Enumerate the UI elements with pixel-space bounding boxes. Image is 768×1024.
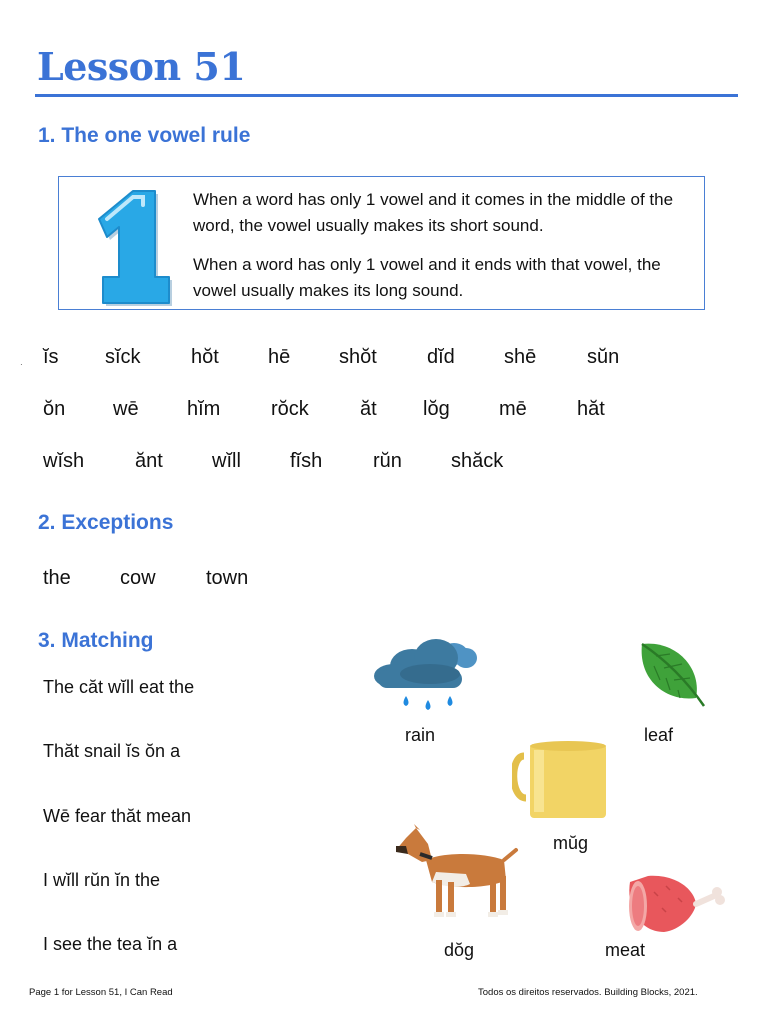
picture-label-dog: dŏg	[444, 940, 475, 960]
word: wē	[113, 398, 139, 420]
rule-ending-vowel: When a word has only 1 vowel and it ends with that vowel, the vowel usually makes its long sound.	[193, 255, 661, 300]
word: dĭd	[427, 346, 455, 368]
exception-word: cow	[120, 567, 156, 589]
word: sŭn	[587, 346, 620, 368]
rule-box	[58, 176, 705, 310]
picture-label-leaf: leaf	[644, 725, 674, 745]
matching-sentence: Wē fear thăt mean	[43, 806, 192, 826]
picture-label-mug: mŭg	[553, 833, 589, 853]
word: hĭm	[187, 398, 221, 420]
dog-icon	[392, 824, 522, 924]
rain-cloud-icon	[372, 634, 482, 720]
word: ŏn	[43, 398, 66, 420]
footer-copyright: Todos os direitos reservados. Building Blocks, 2021.	[478, 987, 698, 998]
picture-label-rain: rain	[405, 725, 436, 745]
word: ănt	[135, 450, 163, 472]
rule-middle-vowel: When a word has only 1 vowel and it comes in the middle of the word, the vowel usually makes its short sound.	[193, 190, 674, 235]
matching-sentence: I see the tea ĭn a	[43, 934, 178, 954]
word: fĭsh	[290, 450, 323, 472]
leaf-icon	[636, 640, 708, 710]
word: hăt	[577, 398, 605, 420]
word: sĭck	[105, 346, 141, 368]
word: ăt	[360, 398, 377, 420]
page-title: Lesson 51	[37, 44, 246, 89]
meat-icon	[624, 872, 728, 936]
exception-word: town	[206, 567, 249, 589]
footer-page-info: Page 1 for Lesson 51, I Can Read	[29, 987, 173, 998]
matching-sentence: Thăt snail ĭs ŏn a	[43, 741, 181, 761]
matching-sentence: The căt wĭll eat the	[43, 677, 195, 697]
exception-word: the	[43, 567, 71, 589]
word: lŏg	[423, 398, 450, 420]
word: hē	[268, 346, 291, 368]
picture-label-meat: meat	[605, 940, 646, 960]
word: shē	[504, 346, 537, 368]
word: hŏt	[191, 346, 219, 368]
section-heading-matching: 3. Matching	[38, 629, 154, 652]
word: wĭsh	[43, 450, 85, 472]
stray-mark: ·	[20, 360, 23, 369]
mug-icon	[512, 740, 612, 820]
section-heading-exceptions: 2. Exceptions	[38, 511, 174, 534]
word: ĭs	[43, 346, 59, 368]
word: mē	[499, 398, 527, 420]
rule-text	[193, 187, 699, 317]
word: wĭll	[212, 450, 241, 472]
matching-sentence: I wĭll rŭn ĭn the	[43, 870, 161, 890]
word: shŏt	[339, 346, 377, 368]
number-one-icon	[77, 183, 173, 307]
section-heading-one-vowel-rule: 1. The one vowel rule	[38, 124, 251, 147]
word: rŏck	[271, 398, 309, 420]
title-underline	[35, 94, 738, 97]
word: rŭn	[373, 450, 402, 472]
word: shăck	[451, 450, 504, 472]
